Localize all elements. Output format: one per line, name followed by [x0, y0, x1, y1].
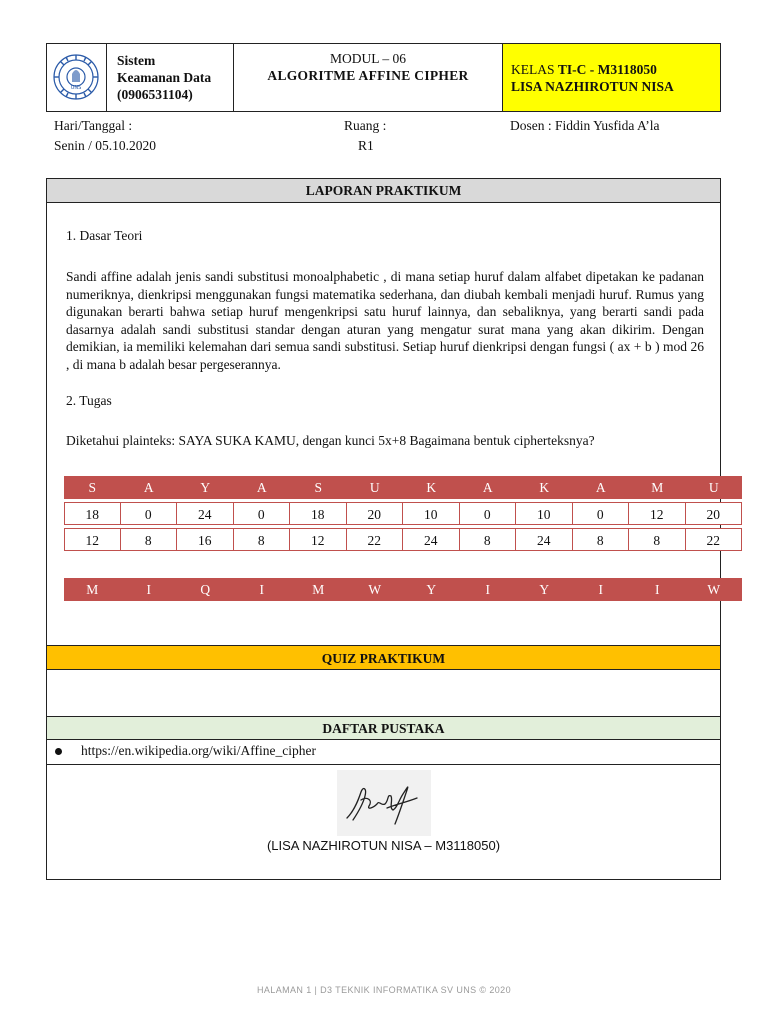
cipher-value-cell: 8: [629, 528, 686, 551]
quiz-heading: QUIZ PRAKTIKUM: [47, 645, 720, 670]
plain-value-cell: 0: [234, 502, 291, 525]
section-1-title: 1. Dasar Teori: [66, 228, 143, 243]
report-heading: LAPORAN PRAKTIKUM: [47, 179, 720, 203]
ciphertext-cell: I: [460, 578, 517, 601]
section-1-body: Sandi affine adalah jenis sandi substitusi monoalphabetic , di mana setiap huruf dalam alfabet dipetakan ke padanan numeriknya, dienkripsi menggunakan fungsi matematika sederhana, dan diubah kembali menjadi huruf. Rumus yang digunakan berarti bahwa setiap huruf mengenkripsi satu huruf lainnya, dan sebaliknya, yang berarti sandi pada dasarnya adalah sandi substitusi standar dengan aturan yang mengatur surat mana yang akan dikirim. Dengan demikian, ia memiliki kelemahan dari semua sandi substitusi. Setiap huruf dienkripsi dengan fungsi ( ax + b ) mod 26 , di mana b adalah besar pergeserannya.: [66, 269, 704, 372]
day-label: Hari/Tanggal :: [54, 118, 133, 133]
plain-value-cell: 10: [516, 502, 573, 525]
course-name-line-2: Keamanan Data: [117, 70, 212, 85]
svg-text:UNS: UNS: [70, 85, 82, 91]
plain-values-row: [64, 502, 742, 525]
module-number: MODUL – 06: [330, 51, 406, 66]
plain-value-cell: 20: [347, 502, 404, 525]
room-value: R1: [358, 138, 374, 153]
ciphertext-cell: I: [121, 578, 178, 601]
university-logo: [47, 44, 107, 111]
plaintext-cell: U: [347, 476, 404, 499]
kelas-value: TI-C - M3118050: [557, 62, 657, 77]
plain-value-cell: 12: [629, 502, 686, 525]
plaintext-cell: A: [121, 476, 178, 499]
plaintext-row: [64, 476, 742, 499]
ciphertext-cell: M: [64, 578, 121, 601]
room-label: Ruang :: [344, 118, 387, 133]
signature-icon: [337, 770, 431, 836]
plain-value-cell: 0: [460, 502, 517, 525]
plaintext-cell: U: [686, 476, 743, 499]
cipher-value-cell: 8: [573, 528, 630, 551]
bullet-icon: [55, 748, 62, 755]
ciphertext-cell: I: [234, 578, 291, 601]
ciphertext-cell: Y: [403, 578, 460, 601]
cipher-values-row: [64, 528, 742, 551]
signature-image: [337, 770, 431, 836]
uns-seal-icon: [47, 44, 105, 110]
cipher-value-cell: 16: [177, 528, 234, 551]
plain-value-cell: 0: [121, 502, 178, 525]
plaintext-cell: K: [516, 476, 573, 499]
divider: [47, 764, 720, 765]
cipher-value-cell: 8: [234, 528, 291, 551]
document-header: [46, 43, 721, 112]
ciphertext-cell: M: [290, 578, 347, 601]
cipher-value-cell: 8: [121, 528, 178, 551]
course-info: [107, 44, 234, 111]
cipher-value-cell: 22: [686, 528, 743, 551]
ciphertext-cell: I: [629, 578, 686, 601]
module-info: [234, 44, 503, 111]
plain-value-cell: 18: [64, 502, 121, 525]
ciphertext-cell: Y: [516, 578, 573, 601]
cipher-value-cell: 24: [403, 528, 460, 551]
ciphertext-row: [64, 578, 742, 601]
ciphertext-cell: Q: [177, 578, 234, 601]
section-2-title: 2. Tugas: [66, 393, 112, 408]
day-value: Senin / 05.10.2020: [54, 138, 157, 153]
plaintext-cell: Y: [177, 476, 234, 499]
course-code: (0906531104): [117, 87, 193, 102]
course-name-line-1: Sistem: [117, 53, 156, 68]
lecturer: Dosen : Fiddin Yusfida A’la: [510, 118, 660, 133]
ciphertext-cell: W: [686, 578, 743, 601]
ciphertext-cell: I: [573, 578, 630, 601]
student-name: LISA NAZHIROTUN NISA: [511, 79, 674, 94]
report-box: [46, 178, 721, 880]
cipher-value-cell: 22: [347, 528, 404, 551]
plain-value-cell: 0: [573, 502, 630, 525]
plaintext-cell: S: [64, 476, 121, 499]
plain-value-cell: 18: [290, 502, 347, 525]
task-text: Diketahui plainteks: SAYA SUKA KAMU, dengan kunci 5x+8 Bagaimana bentuk cipherteksnya?: [66, 433, 595, 448]
signature-caption: (LISA NAZHIROTUN NISA – M3118050): [266, 838, 501, 853]
page-footer: HALAMAN 1 | D3 TEKNIK INFORMATIKA SV UNS © 2020: [256, 985, 511, 995]
plain-value-cell: 10: [403, 502, 460, 525]
student-info: [503, 44, 720, 111]
plain-value-cell: 24: [177, 502, 234, 525]
plain-value-cell: 20: [686, 502, 743, 525]
plaintext-cell: A: [460, 476, 517, 499]
plaintext-cell: M: [629, 476, 686, 499]
module-title: ALGORITME AFFINE CIPHER: [267, 68, 469, 83]
cipher-value-cell: 12: [290, 528, 347, 551]
cipher-value-cell: 24: [516, 528, 573, 551]
plaintext-cell: S: [290, 476, 347, 499]
plaintext-cell: A: [573, 476, 630, 499]
cipher-value-cell: 8: [460, 528, 517, 551]
ciphertext-cell: W: [347, 578, 404, 601]
plaintext-cell: A: [234, 476, 291, 499]
reference-link[interactable]: https://en.wikipedia.org/wiki/Affine_cipher: [81, 743, 316, 758]
references-heading: DAFTAR PUSTAKA: [47, 716, 720, 740]
plaintext-cell: K: [403, 476, 460, 499]
kelas-label: KELAS: [511, 62, 558, 77]
cipher-value-cell: 12: [64, 528, 121, 551]
